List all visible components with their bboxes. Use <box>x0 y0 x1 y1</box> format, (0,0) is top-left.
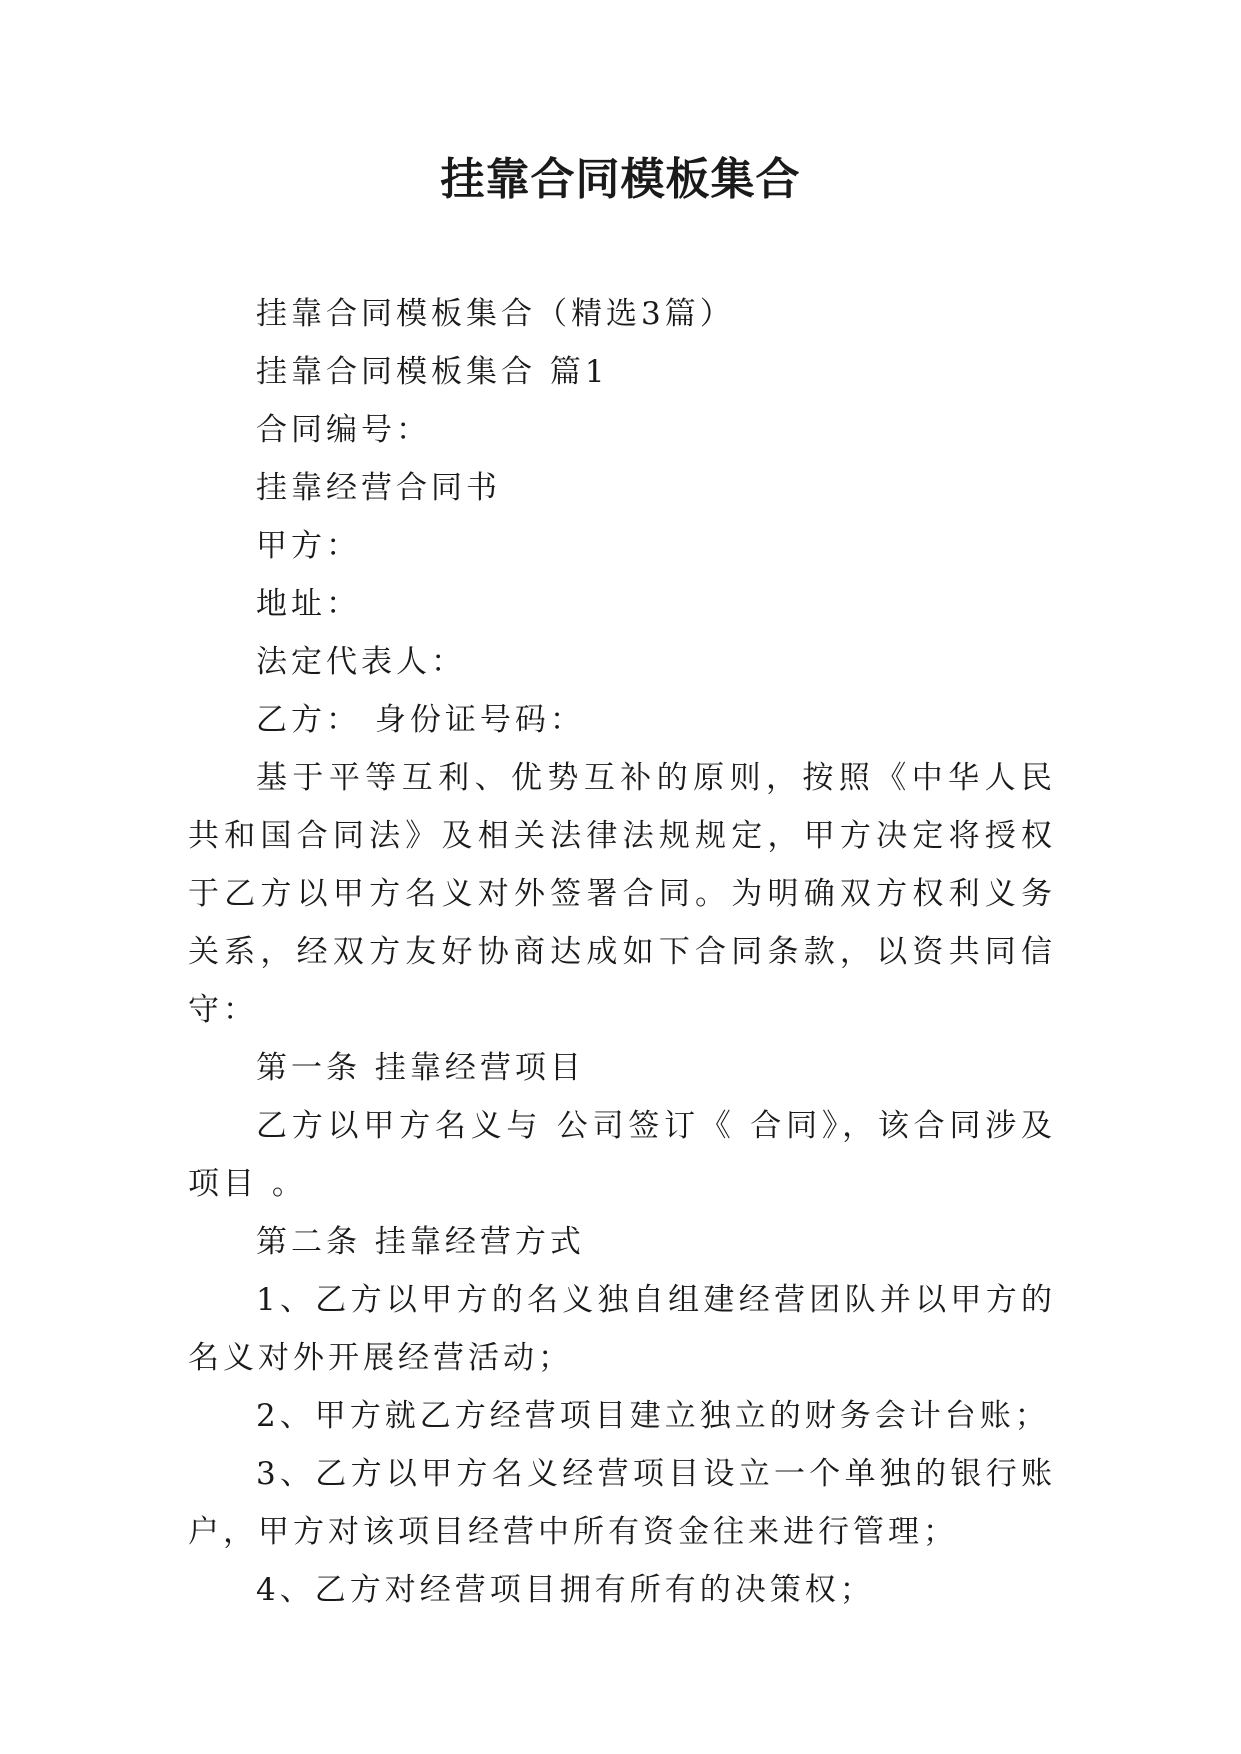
document-title: 挂靠合同模板集合 <box>440 154 801 205</box>
paragraph-preamble: 基于平等互利、优势互补的原则，按照《中华人民共和国合同法》及相关法律法规规定，甲方决定将授权于乙方以甲方名义对外签署合同。为明确双方权利义务关系，经双方友好协商达成如下合同条款，以资共同信守： <box>188 760 1056 1028</box>
paragraph-contract-number: 合同编号： <box>256 412 431 448</box>
paragraph-address: 地址： <box>256 586 361 622</box>
paragraph-subtitle: 挂靠合同模板集合（精选3篇） <box>256 296 735 332</box>
paragraph-article-2-item-3: 3、乙方以甲方名义经营项目设立一个单独的银行账户，甲方对该项目经营中所有资金往来进行管理； <box>188 1456 1056 1550</box>
paragraph-article-2-item-1: 1、乙方以甲方的名义独自组建经营团队并以甲方的名义对外开展经营活动； <box>188 1282 1056 1376</box>
paragraph-section-heading: 挂靠合同模板集合 篇1 <box>256 354 609 390</box>
paragraph-contract-name: 挂靠经营合同书 <box>256 470 501 506</box>
paragraph-party-a: 甲方： <box>256 528 361 564</box>
document-body <box>188 285 1056 1619</box>
paragraph-article-2-heading: 第二条 挂靠经营方式 <box>256 1224 585 1260</box>
paragraph-article-2-item-4: 4、乙方对经营项目拥有所有的决策权； <box>256 1572 875 1608</box>
paragraph-party-b: 乙方： 身份证号码： <box>256 702 585 738</box>
paragraph-article-1-heading: 第一条 挂靠经营项目 <box>256 1050 585 1086</box>
paragraph-legal-representative: 法定代表人： <box>256 644 466 680</box>
paragraph-article-2-item-2: 2、甲方就乙方经营项目建立独立的财务会计台账； <box>256 1398 1050 1434</box>
paragraph-article-1-body: 乙方以甲方名义与 公司签订《 合同》，该合同涉及项目 。 <box>188 1108 1056 1202</box>
